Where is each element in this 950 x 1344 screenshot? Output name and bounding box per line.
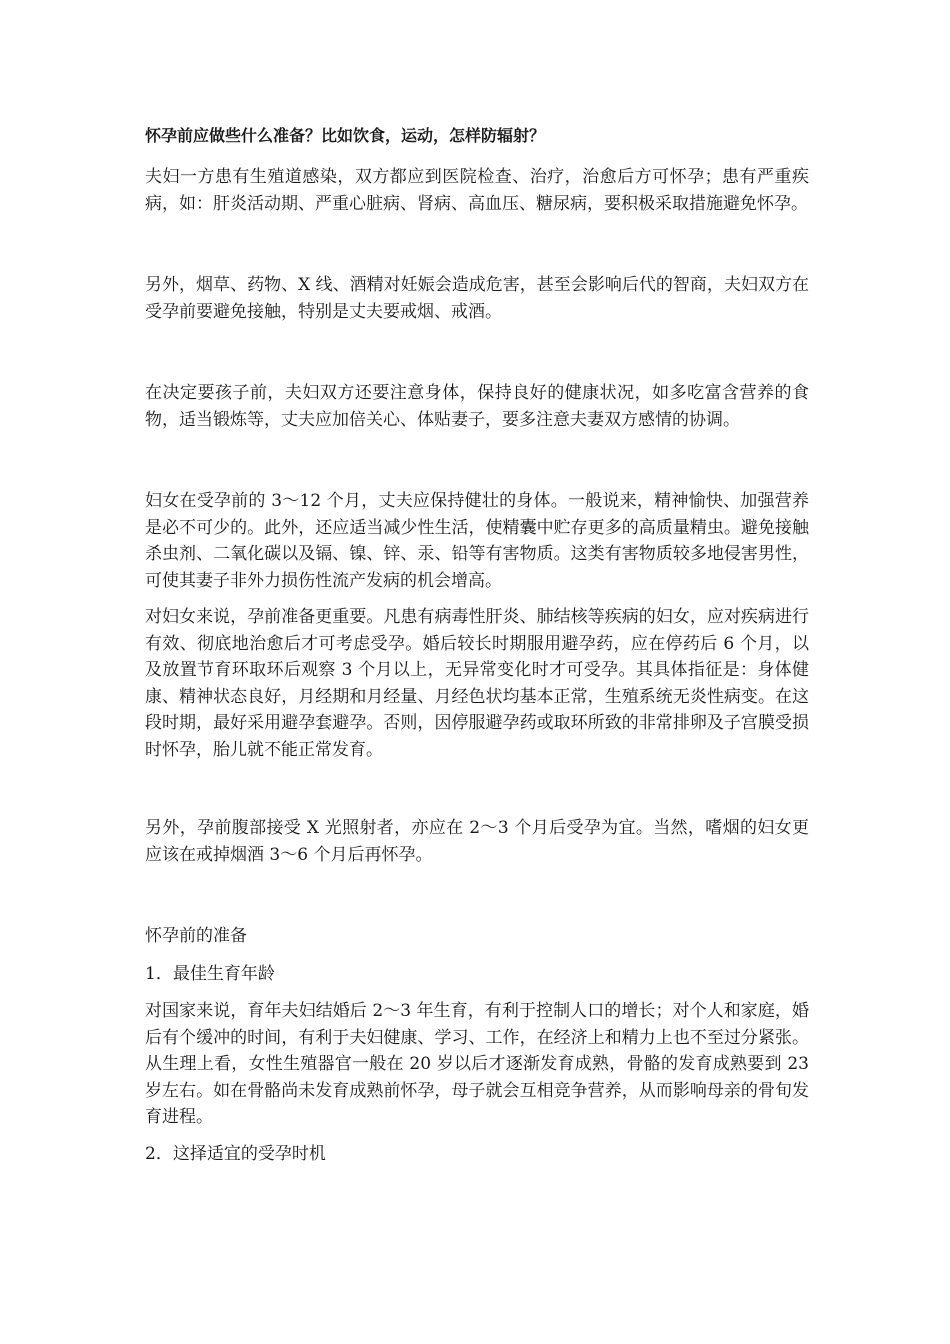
subheading-best-age: 1．最佳生育年龄 [145,963,275,984]
paragraph-best-age: 对国家来说，育年夫妇结婚后 2～3 年生育，有利于控制人口的增长；对个人和家庭，婚后有个缓冲的时间，有利于夫妇健康、学习、工作，在经济上和精力上也不至过分紧张。从生理上看，女性生殖器官一般在 20 岁以后才逐渐发育成熟，骨骼的发育成熟要到 23 岁左右。如在骨骼尚未发育成熟前怀孕，母子就会互相竞争营养，从而影响母亲的骨旬发育进程。 [145,1001,809,1127]
paragraph-harmful-substances: 另外，烟草、药物、X 线、酒精对妊娠会造成危害，甚至会影响后代的智商，夫妇双方在受孕前要避免接触，特别是丈夫要戒烟、戒酒。 [145,275,809,322]
subheading-timing: 2．这择适宜的受孕时机 [145,1143,326,1164]
paragraph-husband-preparation: 妇女在受孕前的 3～12 个月，丈夫应保持健壮的身体。一般说来，精神愉快、加强营养是必不可少的。此外，还应适当减少性生活，使精囊中贮存更多的高质量精虫。避免接触杀虫剂、二氧化碳以及镉、镍、锌、汞、铅等有害物质。这类有害物质较多地侵害男性，可使其妻子非外力损伤性流产发病的机会增高。 [145,491,809,591]
paragraph-infection: 夫妇一方患有生殖道感染，双方都应到医院检查、治疗，治愈后方可怀孕；患有严重疾病，如：肝炎活动期、严重心脏病、肾病、高血压、糖尿病，要积极采取措施避免怀孕。 [145,167,809,214]
document-title: 怀孕前应做些什么准备？比如饮食，运动，怎样防辐射？ [145,126,546,145]
paragraph-wife-preparation: 对妇女来说，孕前准备更重要。凡患有病毒性肝炎、肺结核等疾病的妇女，应对疾病进行有效、彻底地治愈后才可考虑受孕。婚后较长时期服用避孕药，应在停药后 6 个月，以及放置节育环取环后观察 3 个月以上，无异常变化时才可受孕。其具体指征是：身体健康、精神状态良好，月经期和月经量、月经色状均基本正常，生殖系统无炎性病变。在这段时期，最好采用避孕套避孕。否则，因停服避孕药或取环所致的非常排卵及子宫膜受损时怀孕，胎儿就不能正常发育。 [145,607,809,760]
paragraph-xray: 另外，孕前腹部接受 X 光照射者，亦应在 2～3 个月后受孕为宜。当然，嗜烟的妇女更应该在戒掉烟酒 3～6 个月后再怀孕。 [145,818,809,865]
section-heading-preparation: 怀孕前的准备 [145,926,247,946]
paragraph-health: 在决定要孩子前，夫妇双方还要注意身体，保持良好的健康状况，如多吃富含营养的食物，适当锻炼等，丈夫应加倍关心、体贴妻子，要多注意夫妻双方感情的协调。 [145,383,809,430]
document-body [145,124,809,1177]
